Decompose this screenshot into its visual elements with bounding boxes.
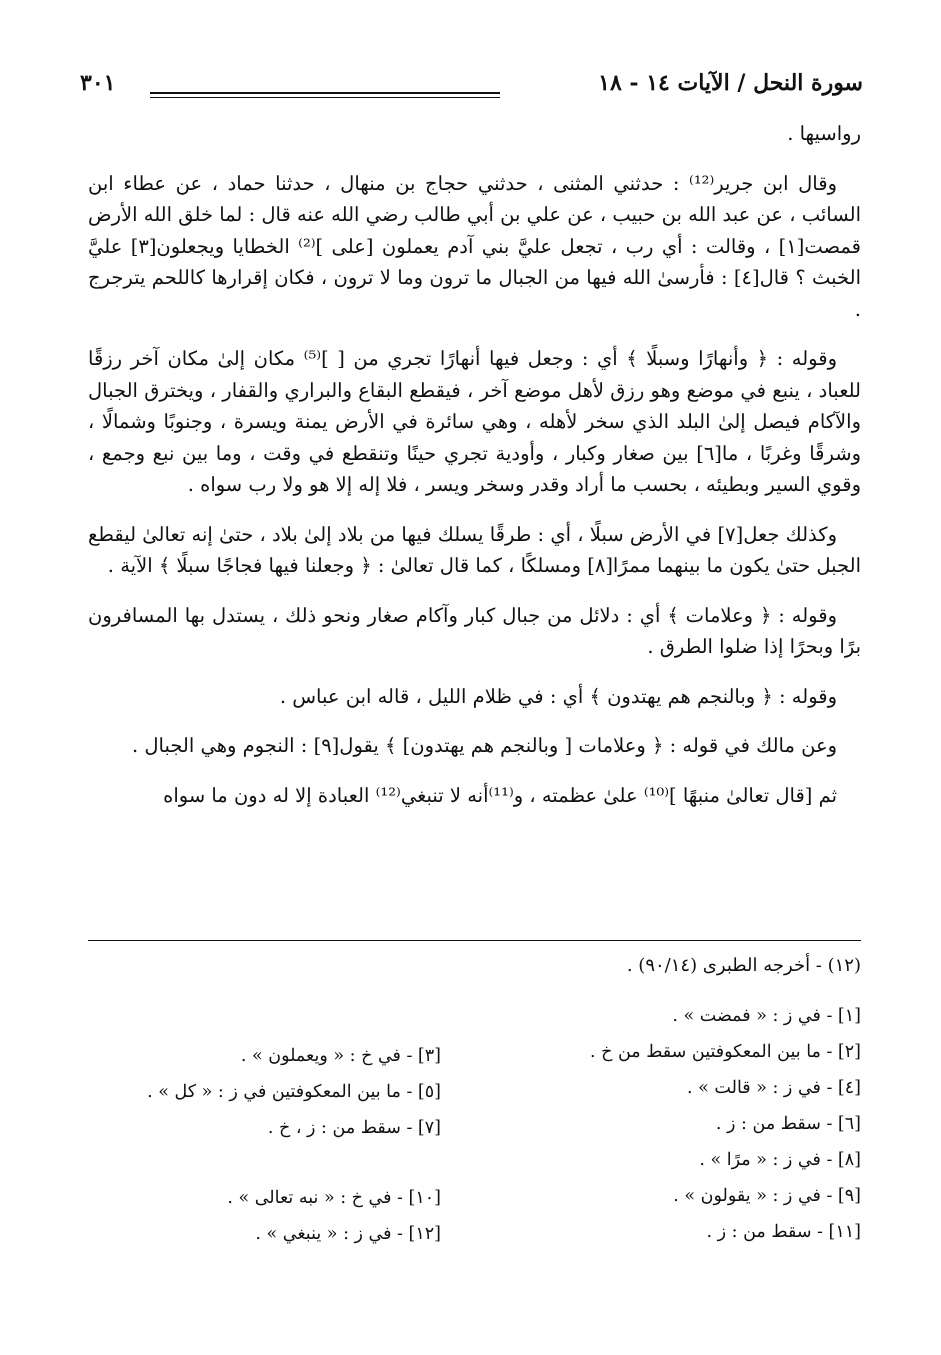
main-text bbox=[88, 118, 861, 829]
note-item: [٧] - سقط من : ز ، خ . bbox=[267, 1118, 441, 1138]
note-item: [٦] - سقط من : ز . bbox=[715, 1114, 861, 1134]
paragraph: وكذلك جعل[٧] في الأرض سبلًا ، أي : طرقًا يسلك فيها من بلاد إلىٰ بلاد ، حتىٰ إنه تعالىٰ ليقطع الجبل حتىٰ يكون ما بينهما ممرًا[٨] ومسلكًا ، كما قال تعالىٰ : ﴿ وجعلنا فيها فجاجًا سبلًا ﴾ الآية . bbox=[88, 522, 861, 577]
paragraph: وقال ابن جرير⁽¹²⁾ : حدثني المثنى ، حدثني حجاج بن منهال ، حدثنا حماد ، عن عطاء ابن السائب ، عن عبد الله بن حبيب ، عن علي بن أبي طالب رضي الله عنه قال : لما خلق الله الأرض قمصت[١] ، وقالت : أي رب ، تجعل عليَّ بني آدم يعملون [على ]⁽²⁾ الخطايا ويجعلون[٣] عليَّ الخبث ؟ قال[٤] : فأرسىٰ الله فيها من الجبال ما ترون وما لا ترون ، فكان إقرارها كاللحم يترجرج . bbox=[88, 171, 862, 321]
paragraph: وقوله : ﴿ وبالنجم هم يهتدون ﴾ أي : في ظلام الليل ، قاله ابن عباس . bbox=[279, 684, 837, 708]
footnote: (١٢) - أخرجه الطبرى (٩٠/١٤) . bbox=[626, 955, 861, 976]
running-title: سورة النحل / الآيات ١٤ - ١٨ bbox=[598, 70, 863, 96]
note-item: [١٠] - في خ : « نبه تعالى » . bbox=[227, 1188, 441, 1208]
paragraph: وعن مالك في قوله : ﴿ وعلامات [ وبالنجم هم يهتدون] ﴾ يقول[٩] : النجوم وهي الجبال . bbox=[131, 734, 837, 757]
note-item: [١] - في ز : « فمضت » . bbox=[672, 1006, 861, 1026]
note-item: [٩] - في ز : « يقولون » . bbox=[673, 1186, 861, 1206]
note-item: [٣] - في خ : « ويعملون » . bbox=[240, 1046, 441, 1066]
note-item: [٢] - ما بين المعكوفتين سقط من خ . bbox=[589, 1042, 861, 1062]
paragraph: وقوله : ﴿ وعلامات ﴾ أي : دلائل من جبال كبار وآكام صغار ونحو ذلك ، يستدل بها المسافرون برًا وبحرًا إذا ضلوا الطرق . bbox=[88, 603, 861, 658]
footnote-separator bbox=[88, 940, 861, 941]
note-item: [١٢] - في ز : « ينبغي » . bbox=[255, 1224, 441, 1244]
paragraph: رواسيها . bbox=[787, 122, 861, 145]
paragraph: وقوله : ﴿ وأنهارًا وسبلًا ﴾ أي : وجعل فيها أنهارًا تجري من [ ]⁽⁵⁾ مكان إلىٰ مكان آخر رزقًا للعباد ، ينبع في موضع وهو رزق لأهل موضع آخر ، فيقطع البقاع والبراري والقفار ، ويخترق الجبال والآكام فيصل إلىٰ البلد الذي سخر لأهله ، وهي سائرة في الأرض يمنة ويسرة ، وجنوبًا وشمالًا ، وشرقًا وغربًا ، ما[٦] بين صغار وكبار ، وأودية تجري حينًا وتنقطع في وقت ، وما بين نبع وجمع ، وقوي السير وبطيئه ، بحسب ما أراد وقدر وسخر ويسر ، فلا إله إلا هو ولا رب سواه . bbox=[88, 347, 861, 496]
note-item: [٨] - في ز : « مرًا » . bbox=[699, 1150, 861, 1170]
header-rule-thin bbox=[150, 97, 500, 98]
page-header bbox=[80, 66, 863, 106]
note-item: [٥] - ما بين المعكوفتين في ز : « كل » . bbox=[147, 1082, 441, 1102]
paragraph: ثم [قال تعالىٰ منبهًا ]⁽¹⁰⁾ علىٰ عظمته ، و⁽¹¹⁾أنه لا تنبغي⁽¹²⁾ العبادة إلا له دون ما سواه bbox=[163, 783, 837, 807]
note-item: [١١] - سقط من : ز . bbox=[706, 1222, 861, 1242]
page-number: ٣٠١ bbox=[80, 70, 116, 96]
header-rule bbox=[150, 92, 500, 94]
note-item: [٤] - في ز : « قالت » . bbox=[687, 1078, 861, 1098]
